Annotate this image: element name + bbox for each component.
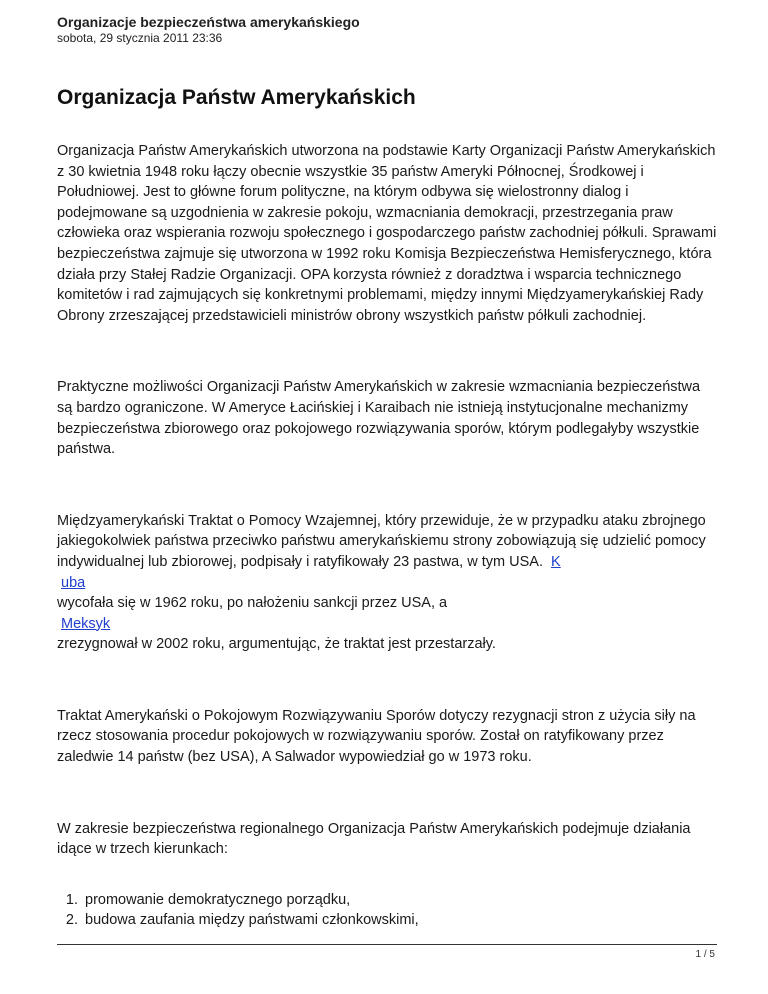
treaty-text-a: Międzyamerykański Traktat o Pomocy Wzajemnej, który przewiduje, że w przypadku ataku zbrojnego jakiegokolwiek państwa przeciwko państwu amerykańskiemu strony zobowiązują się udzielić pomocy indywidualnej lub zbiorowej, podpisały i ratyfikowały 23 pastwa, w tym USA.: [57, 512, 706, 570]
spacer: [57, 860, 717, 890]
paragraph-treaty-mutual-aid: [57, 511, 717, 655]
paragraph-intro: Organizacja Państw Amerykańskich utworzona na podstawie Karty Organizacji Państw Amerykańskich z 30 kwietnia 1948 roku łączy obecnie wszystkie 35 państw Ameryki Północnej, Środkowej i Południowej. Jest to główne forum polityczne, na którym odbywa się wielostronny dialog i podejmowane są uzgodnienia w zakresie pokoju, wzmacniania demokracji, przestrzegania praw człowieka oraz wspierania rozwoju społecznego i gospodarczego państw zachodniej półkuli. Sprawami bezpieczeństwa zajmuje się utworzona w 1992 roku Komisja Bezpieczeństwa Hemisferycznego, która działa przy Stałej Radzie Organizacji. OPA korzysta również z doradztwa i wsparcia technicznego komitetów i rad zajmujących się konkretnymi problemami, między innymi Międzyamerykańskiej Rady Obrony zrzeszającej przedstawicieli ministrów obrony wszystkich państw półkuli zachodniej.: [57, 143, 717, 324]
paragraph-capabilities: Praktyczne możliwości Organizacji Państw Amerykańskich w zakresie wzmacniania bezpieczeństwa są bardzo ograniczone. W Ameryce Łacińskiej i Karaibach nie istnieją instytucjonalne mechanizmy bezpieczeństwa zbiorowego oraz pokojowego rozwiązywania sporów, którym podlegałyby wszystkie państwa.: [57, 379, 701, 458]
directions-list: [57, 890, 717, 931]
paragraph-peaceful-settlement: Traktat Amerykański o Pokojowym Rozwiązywaniu Sporów dotyczy rezygnacji stron z użycia siły na rzecz stosowania procedur pokojowych w rozwiązywaniu sporów. Został on ratyfikowany przez zaledwie 14 państw (bez USA), A Salwador wypowiedział go w 1973 roku.: [57, 707, 696, 766]
article-title: Organizacja Państw Amerykańskich: [57, 86, 416, 109]
spacer: [57, 655, 717, 706]
page-header: [57, 14, 717, 46]
article-body: [57, 85, 717, 931]
list-item: 2. budowa zaufania między państwami członkowskimi,: [82, 910, 717, 931]
link-kuba-part2[interactable]: uba: [61, 574, 86, 591]
header-title: Organizacje bezpieczeństwa amerykańskiego: [57, 14, 360, 30]
link-kuba-part1[interactable]: K: [551, 553, 561, 570]
link-meksyk[interactable]: Meksyk: [61, 615, 111, 632]
footer-divider: [57, 944, 717, 945]
page-number: 1 / 5: [695, 949, 715, 960]
treaty-text-c: zrezygnował w 2002 roku, argumentując, że traktat jest przestarzały.: [57, 636, 496, 653]
header-date: sobota, 29 stycznia 2011 23:36: [57, 31, 223, 45]
paragraph-regional-security: W zakresie bezpieczeństwa regionalnego Organizacja Państw Amerykańskich podejmuje działania idące w trzech kierunkach:: [57, 820, 691, 858]
spacer: [57, 768, 717, 819]
spacer: [57, 326, 717, 377]
list-item: 1. promowanie demokratycznego porządku,: [82, 890, 717, 911]
treaty-text-b: wycofała się w 1962 roku, po nałożeniu sankcji przez USA, a: [57, 595, 448, 612]
spacer: [57, 460, 717, 511]
